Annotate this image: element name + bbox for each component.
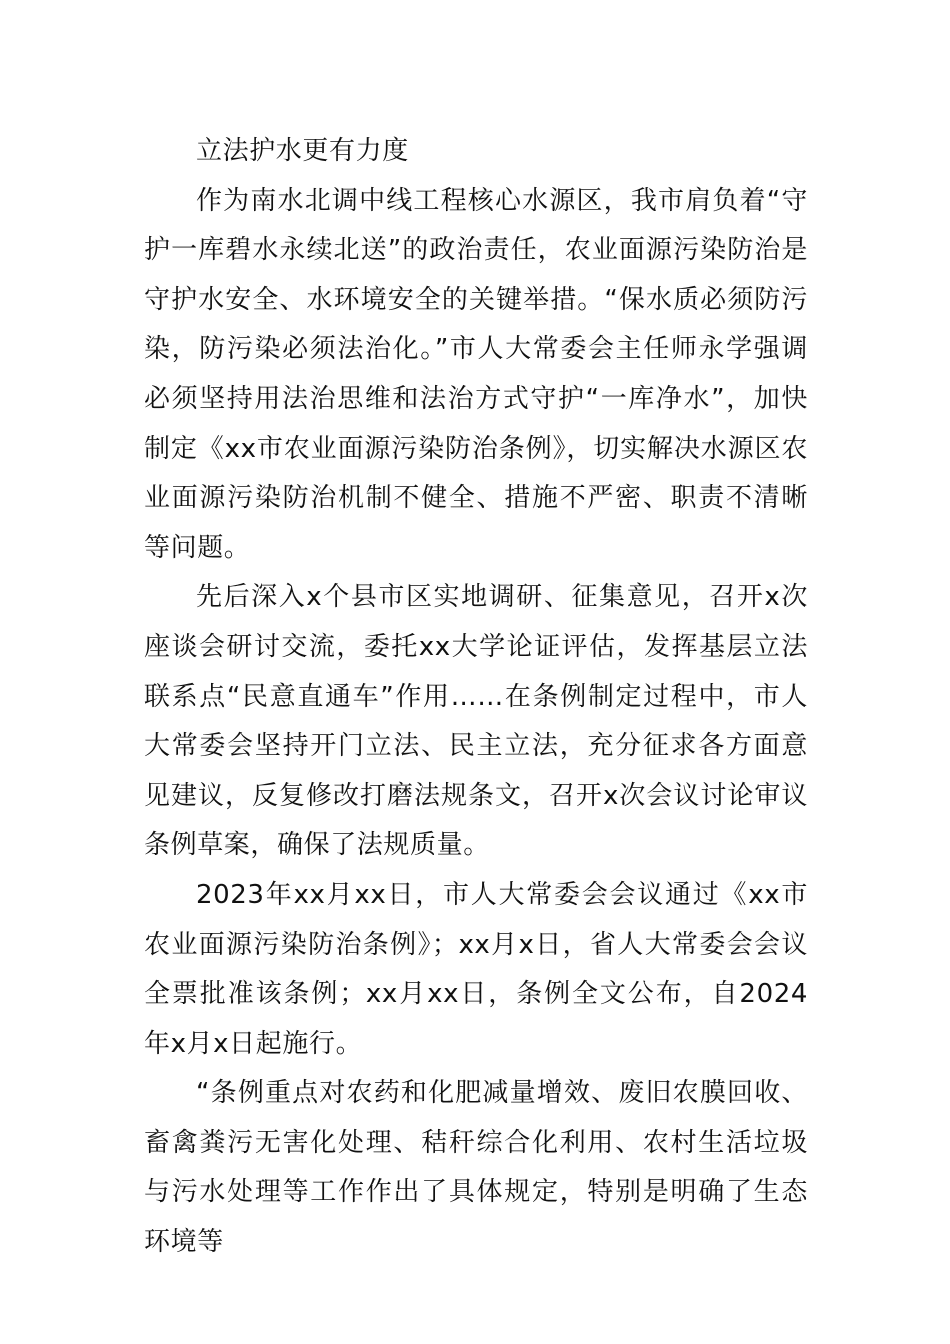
document-body — [144, 127, 808, 1268]
section-heading: 立法护水更有力度 — [196, 136, 409, 166]
paragraph-4: “条例重点对农药和化肥减量增效、废旧农膜回收、畜禽粪污无害化处理、秸秆综合化利用、农村生活垃圾与污水处理等工作作出了具体规定，特别是明确了生态环境等 — [144, 1078, 808, 1258]
paragraph-3: 2023年xx月xx日，市人大常委会会议通过《xx市农业面源污染防治条例》；xx月x日，省人大常委会会议全票批准该条例；xx月xx日，条例全文公布，自2024年x月x日起施行。 — [144, 879, 808, 1059]
paragraph-1: 作为南水北调中线工程核心水源区，我市肩负着“守护一库碧水永续北送”的政治责任，农业面源污染防治是守护水安全、水环境安全的关键举措。“保水质必须防污染，防污染必须法治化。”市人大常委会主任师永学强调必须坚持用法治思维和法治方式守护“一库净水”，加快制定《xx市农业面源污染防治条例》，切实解决水源区农业面源污染防治机制不健全、措施不严密、职责不清晰等问题。 — [144, 185, 808, 563]
paragraph-2: 先后深入x个县市区实地调研、征集意见，召开x次座谈会研讨交流，委托xx大学论证评估，发挥基层立法联系点“民意直通车”作用……在条例制定过程中，市人大常委会坚持开门立法、民主立法，充分征求各方面意见建议，反复修改打磨法规条文，召开x次会议讨论审议条例草案，确保了法规质量。 — [144, 582, 808, 861]
